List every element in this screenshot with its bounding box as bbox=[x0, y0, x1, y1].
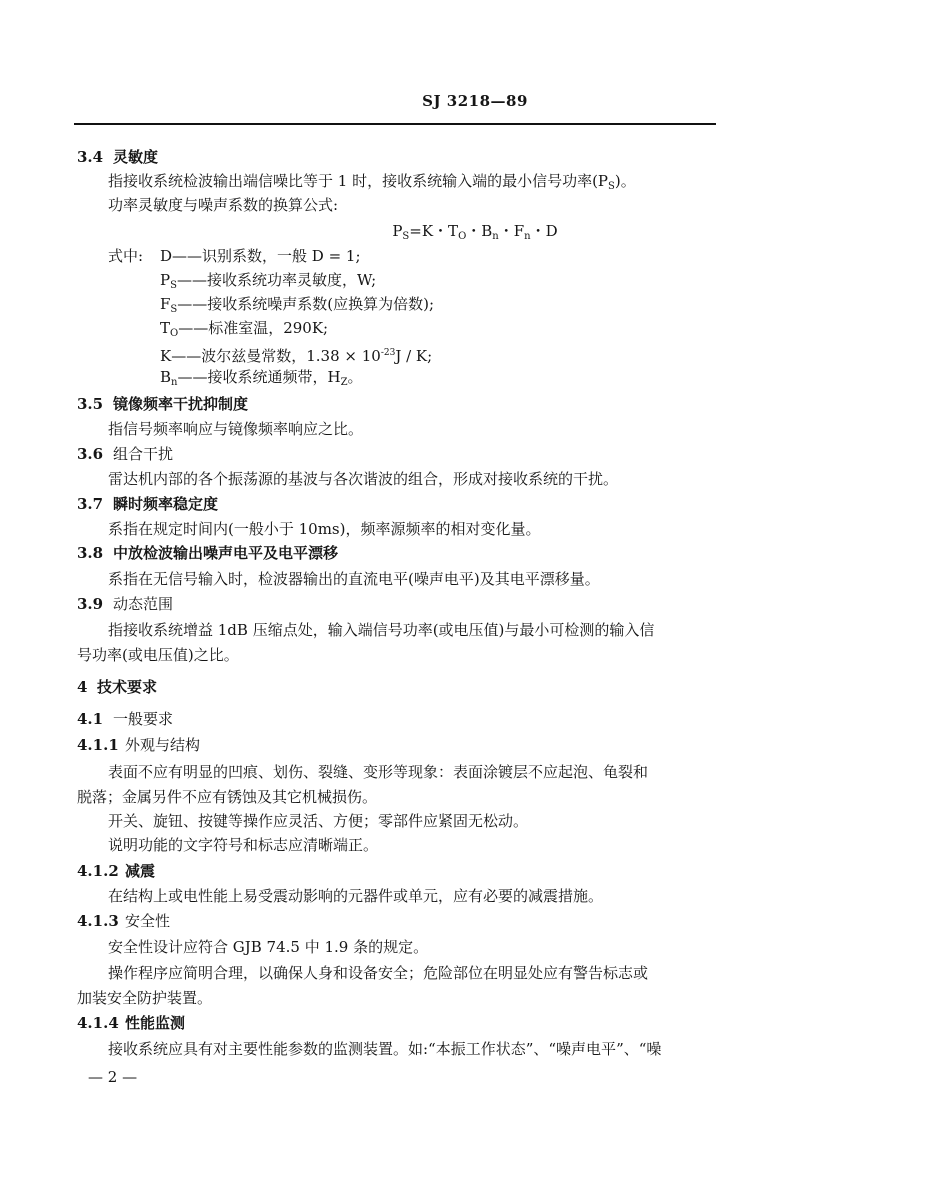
section-3-9-heading: 3.9 动态范围 bbox=[77, 595, 174, 613]
section-4-1-2-heading: 4.1.2 减震 bbox=[77, 862, 156, 880]
section-4-1-3-para-2a: 操作程序应简明合理，以确保人身和设备安全；危险部位在明显处应有警告标志或 bbox=[108, 964, 649, 982]
section-3-6-heading: 3.6 组合干扰 bbox=[77, 445, 174, 463]
page-number: — 2 — bbox=[88, 1068, 138, 1086]
section-3-4-para-1: 指接收系统检波输出端信噪比等于 1 时，接收系统输入端的最小信号功率$(P_S)$。 bbox=[108, 172, 636, 192]
section-4-1-1-para-1b: 脱落；金属另件不应有锈蚀及其它机械损伤。 bbox=[77, 788, 378, 806]
definition-to: $T_O——$标准室温，290K; bbox=[160, 319, 329, 339]
section-4-1-1-para-2: 开关、旋钮、按键等操作应灵活、方便；零部件应紧固无松动。 bbox=[108, 812, 529, 830]
section-3-6-para: 雷达机内部的各个振荡源的基波与各次谐波的组合，形成对接收系统的干扰。 bbox=[108, 470, 619, 488]
page-header: SJ 3218—89 bbox=[422, 92, 528, 110]
definition-bn: $B_n——$接收系统通频带，$H_Z$。 bbox=[160, 368, 363, 388]
section-3-4-heading: 3.4 灵敏度 bbox=[77, 148, 159, 166]
section-4-1-1-para-3: 说明功能的文字符号和标志应清晰端正。 bbox=[108, 836, 379, 854]
section-4-1-3-heading: 4.1.3 安全性 bbox=[77, 912, 171, 930]
section-4-1-heading: 4.1 一般要求 bbox=[77, 710, 174, 728]
section-4-heading: 4 技术要求 bbox=[77, 678, 158, 696]
section-3-8-heading: 3.8 中放检波输出噪声电平及电平漂移 bbox=[77, 544, 339, 562]
where-label: 式中: bbox=[108, 247, 144, 265]
section-3-4-para-2: 功率灵敏度与噪声系数的换算公式: bbox=[108, 196, 339, 214]
section-3-7-heading: 3.7 瞬时频率稳定度 bbox=[77, 495, 219, 513]
header-rule bbox=[74, 123, 716, 125]
section-3-9-para-1: 指接收系统增益 1dB 压缩点处，输入端信号功率(或电压值)与最小可检测的输入信 bbox=[108, 621, 655, 639]
section-3-5-para: 指信号频率响应与镜像频率响应之比。 bbox=[108, 420, 364, 438]
section-3-7-para: 系指在规定时间内(一般小于 10ms)，频率源频率的相对变化量。 bbox=[108, 520, 541, 538]
section-4-1-1-heading: 4.1.1 外观与结构 bbox=[77, 736, 201, 754]
section-4-1-2-para: 在结构上或电性能上易受震动影响的元器件或单元，应有必要的减震措施。 bbox=[108, 887, 604, 905]
section-4-1-3-para-2b: 加装安全防护装置。 bbox=[77, 989, 213, 1007]
definition-d: D——识别系数，一般 D = 1; bbox=[160, 247, 361, 265]
section-4-1-4-heading: 4.1.4 性能监测 bbox=[77, 1014, 186, 1032]
section-4-1-1-para-1a: 表面不应有明显的凹痕、划伤、裂缝、变形等现象：表面涂镀层不应起泡、龟裂和 bbox=[108, 763, 649, 781]
formula: $P_S=K$・$T_O$・$B_n$・$F_n$・D bbox=[392, 222, 558, 242]
section-3-5-heading: 3.5 镜像频率干扰抑制度 bbox=[77, 395, 249, 413]
definition-ps: $P_S——$接收系统功率灵敏度，W; bbox=[160, 271, 377, 291]
definition-fs: $F_S——$接收系统噪声系数(应换算为倍数); bbox=[160, 295, 435, 315]
section-4-1-3-para-1: 安全性设计应符合 GJB 74.5 中 1.9 条的规定。 bbox=[108, 938, 429, 956]
section-4-1-4-para: 接收系统应具有对主要性能参数的监测装置。如:“本振工作状态”、“噪声电平”、“噪 bbox=[108, 1040, 662, 1058]
section-3-8-para: 系指在无信号输入时，检波器输出的直流电平(噪声电平)及其电平漂移量。 bbox=[108, 570, 600, 588]
section-3-9-para-2: 号功率(或电压值)之比。 bbox=[77, 646, 239, 664]
definition-k: K——波尔兹曼常数，$1.38 \times 10^{-23}J / K$; bbox=[160, 347, 433, 365]
